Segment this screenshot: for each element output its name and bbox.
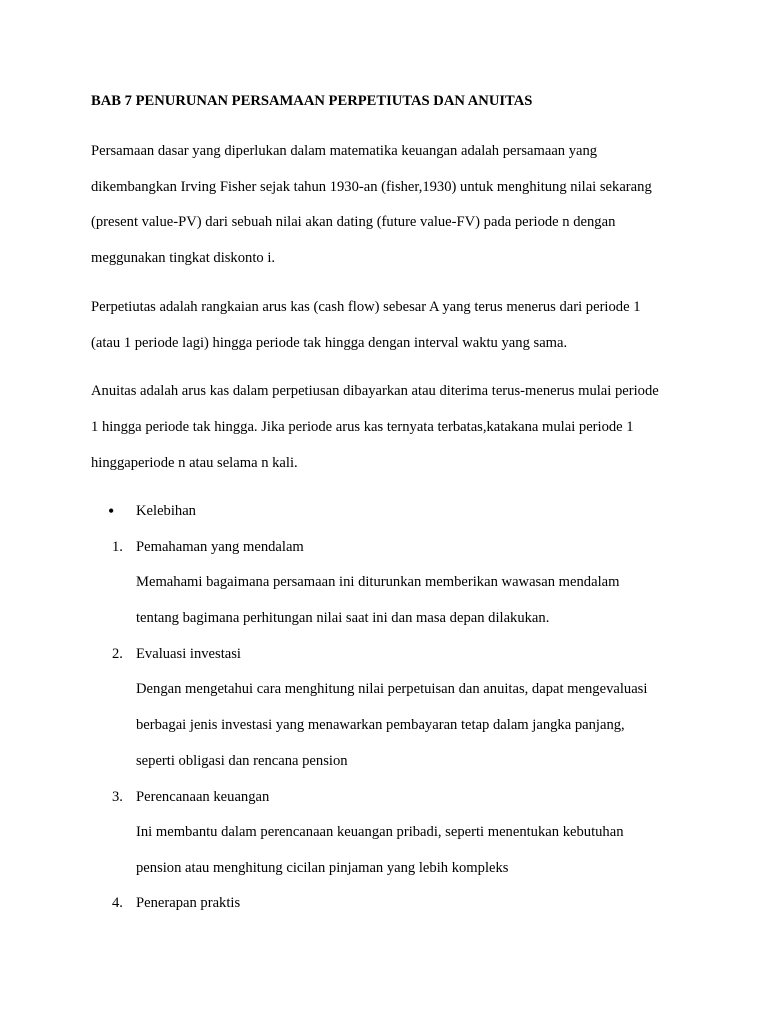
paragraph-1-line-3: (present value-PV) dari sebuah nilai akan dating (future value-FV) pada periode n dengan — [91, 214, 616, 230]
bullet-label: Kelebihan — [136, 503, 196, 519]
paragraph-3-line-1: Anuitas adalah arus kas dalam perpetiusan dibayarkan atau diterima terus-menerus mulai periode — [91, 383, 659, 399]
list-item-heading-1: Pemahaman yang mendalam — [136, 539, 304, 555]
list-item-1-line-1: Memahami bagaimana persamaan ini diturunkan memberikan wawasan mendalam — [136, 574, 620, 590]
list-number-3: 3. — [112, 789, 123, 805]
list-item-heading-3: Perencanaan keuangan — [136, 789, 270, 805]
list-item-heading-2: Evaluasi investasi — [136, 646, 241, 662]
paragraph-1-line-1: Persamaan dasar yang diperlukan dalam matematika keuangan adalah persamaan yang — [91, 143, 598, 159]
paragraph-3-line-2: 1 hingga periode tak hingga. Jika periode arus kas ternyata terbatas,katakana mulai periode 1 — [91, 419, 634, 435]
list-item-2-line-3: seperti obligasi dan rencana pension — [136, 753, 348, 769]
paragraph-2-line-2: (atau 1 periode lagi) hingga periode tak hingga dengan interval waktu yang sama. — [91, 335, 568, 351]
paragraph-1-line-2: dikembangkan Irving Fisher sejak tahun 1930-an (fisher,1930) untuk menghitung nilai sekarang — [91, 179, 652, 195]
list-item-2-line-2: berbagai jenis investasi yang menawarkan pembayaran tetap dalam jangka panjang, — [136, 717, 625, 733]
document-title: BAB 7 PENURUNAN PERSAMAAN PERPETIUTAS DAN ANUITAS — [91, 93, 533, 109]
bullet-marker: • — [108, 501, 115, 521]
list-item-3-line-2: pension atau menghitung cicilan pinjaman yang lebih kompleks — [136, 860, 509, 876]
list-item-2-line-1: Dengan mengetahui cara menghitung nilai perpetuisan dan anuitas, dapat mengevaluasi — [136, 681, 648, 697]
list-item-heading-4: Penerapan praktis — [136, 895, 241, 911]
list-number-4: 4. — [112, 895, 123, 911]
list-item-1-line-2: tentang bagimana perhitungan nilai saat ini dan masa depan dilakukan. — [136, 610, 550, 626]
paragraph-3-line-3: hinggaperiode n atau selama n kali. — [91, 455, 298, 471]
list-item-3-line-1: Ini membantu dalam perencanaan keuangan pribadi, seperti menentukan kebutuhan — [136, 824, 624, 840]
paragraph-1-line-4: meggunakan tingkat diskonto i. — [91, 250, 276, 266]
list-number-1: 1. — [112, 539, 123, 555]
list-number-2: 2. — [112, 646, 123, 662]
paragraph-2-line-1: Perpetiutas adalah rangkaian arus kas (cash flow) sebesar A yang terus menerus dari periode 1 — [91, 299, 641, 315]
